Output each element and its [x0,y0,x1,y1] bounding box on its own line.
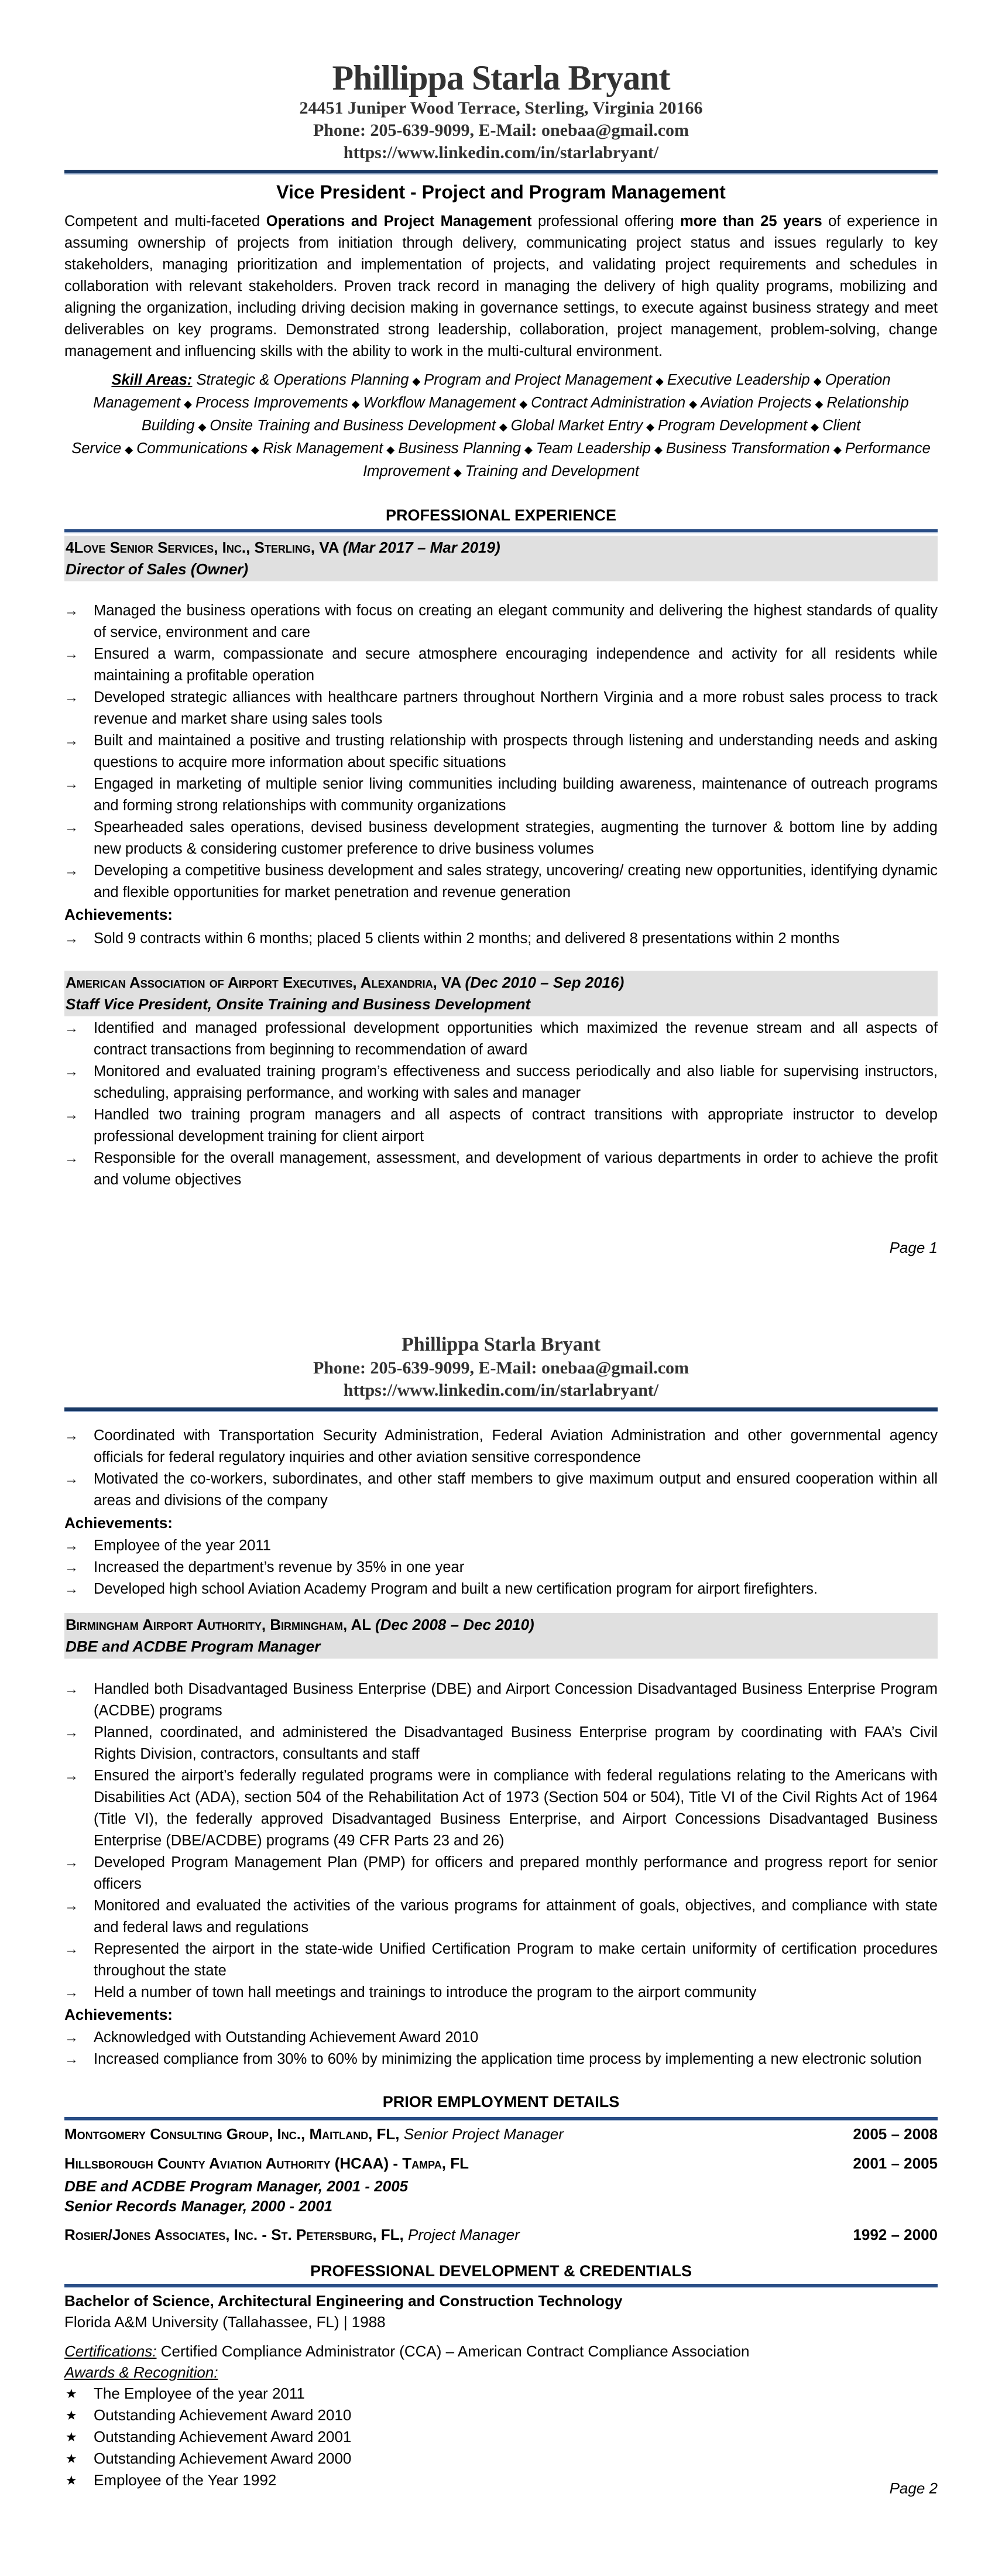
diamond-separator-icon: ◆ [499,421,507,433]
prior-company [64,2153,469,2174]
school: Florida A&M University (Tallahassee, FL) | 1988 [64,2313,386,2331]
prior-employment-entry [64,2123,938,2145]
bullet-text: Ensured a warm, compassionate and secure atmosphere encouraging independence and activity for all residents while maintaining a profitable operation [94,646,938,684]
diamond-separator-icon: ◆ [198,421,207,433]
diamond-separator-icon: ◆ [833,444,842,455]
bullet-item [64,1895,938,1938]
bullet-item [64,1557,938,1578]
certifications-label: Certifications: [64,2342,157,2360]
bullet-text: Developed Program Management Plan (PMP) for officers and prepared monthly performance and progress report for senior officers [94,1854,938,1892]
degree: Bachelor of Science, Architectural Engineering and Construction Technology [64,2292,623,2310]
address: 24451 Juniper Wood Terrace, Sterling, Virginia 20166 [299,98,703,118]
diamond-separator-icon: ◆ [811,421,819,433]
bullet-text: Monitored and evaluated the activities of the various programs for attainment of goals, objectives, and compliance with state and federal laws and regulations [94,1897,938,1936]
award-item [64,2469,938,2491]
achievements-label: Achievements: [64,906,173,923]
diamond-separator-icon: ◆ [813,375,822,387]
diamond-separator-icon: ◆ [689,398,698,410]
arrow-bullet-icon: → [64,1020,78,1036]
prior-employment-entry [64,2224,938,2245]
bullet-item [64,1765,938,1852]
achievements-label: Achievements: [64,1514,173,1532]
job-bullets [64,1018,938,1191]
bullet-item [64,1468,938,1512]
diamond-separator-icon: ◆ [654,444,663,455]
achievements-list [64,928,938,950]
skill-item: Training and Development [465,463,639,479]
bullet-item [64,643,938,687]
prior-company [64,2123,564,2145]
prior-title: Senior Project Manager [399,2125,564,2143]
skill-item: Program Development [657,417,808,434]
summary-paragraph [64,211,938,362]
arrow-bullet-icon: → [64,1855,78,1871]
linkedin-link[interactable]: https://www.linkedin.com/in/starlabryant/ [343,143,659,162]
bullet-item [64,773,938,817]
header-divider [64,1407,938,1412]
bullet-text: Motivated the co-workers, subordinates, and other staff members to give maximum output and ensured cooperation within all areas and divisions of the company [94,1471,938,1509]
bullet-item [64,1938,938,1982]
summary-bold: more than 25 years [680,213,822,229]
prior-employment-list [64,2123,938,2245]
skill-item: Strategic & Operations Planning [196,372,409,388]
prior-subrole: Senior Records Manager, 2000 - 2001 [64,2197,333,2215]
skill-item: Team Leadership [536,440,651,457]
company-name: American Association of Airport Executives, Alexandria, VA [66,974,461,991]
skill-item: Workflow Management [363,395,516,411]
bullet-item [64,1535,938,1557]
bullet-item [64,1147,938,1191]
bullet-text: Represented the airport in the state-wide Unified Certification Program to make certain uniformity of certification procedures throughout the state [94,1941,938,1979]
job-entry [64,536,938,950]
prior-subrole: DBE and ACDBE Program Manager, 2001 - 2005 [64,2177,409,2195]
bullet-text: Identified and managed professional development opportunities which maximized the revenue stream and all aspects of contract transactions from beginning to recommendation of award [94,1020,938,1058]
diamond-separator-icon: ◆ [524,444,533,455]
diamond-separator-icon: ◆ [386,444,395,455]
awards-label: Awards & Recognition: [64,2363,218,2381]
arrow-bullet-icon: → [64,690,78,705]
skill-item: Client Service [71,417,861,457]
bullet-text: Increased the department’s revenue by 35% in one year [94,1559,465,1575]
job-role: Director of Sales (Owner) [66,560,249,578]
summary-bold: Operations and Project Management [266,213,532,229]
bullet-text: Spearheaded sales operations, devised business development strategies, augmenting the turnover & bottom line by adding new products & considering customer preference to drive business volumes [94,819,938,857]
arrow-bullet-icon: → [64,1538,78,1554]
awards-heading [64,2362,938,2383]
company-name: Birmingham Airport Authority, Birmingham, AL [66,1616,371,1633]
bullet-text: Handled both Disadvantaged Business Enterprise (DBE) and Airport Concession Disadvantaged Business Enterprise Program (ACDBE) programs [94,1681,938,1719]
arrow-bullet-icon: → [64,646,78,662]
skill-item: Performance Improvement [363,440,931,479]
job-dates: (Dec 2008 – Dec 2010) [375,1616,534,1633]
arrow-bullet-icon: → [64,733,78,749]
page-number: Page 2 [889,2479,938,2497]
bullet-item [64,817,938,860]
skill-areas [64,369,938,484]
award-item [64,2404,938,2426]
section-divider [64,529,938,533]
header-divider [64,170,938,174]
skill-item: Executive Leadership [667,372,810,388]
prior-company-name: Hillsborough County Aviation Authority (HCAA) - Tampa, FL [64,2154,469,2172]
page-number: Page 1 [889,1239,938,1256]
skill-item: Operation Management [93,372,891,411]
arrow-bullet-icon: → [64,1150,78,1166]
job-bullets [64,600,938,903]
diamond-separator-icon: ◆ [251,444,259,455]
achievements-list [64,1535,938,1600]
bullet-text: Responsible for the overall management, assessment, and development of various departments in order to achieve the profit and volume objectives [94,1150,938,1188]
bullet-item [64,1061,938,1104]
awards-list [64,2383,938,2491]
star-icon: ★ [66,2386,77,2401]
arrow-bullet-icon: → [64,1681,78,1697]
linkedin-link[interactable]: https://www.linkedin.com/in/starlabryant/ [343,1381,659,1400]
resume-page-2 [0,1288,995,2576]
skill-item: Program and Project Management [424,372,653,388]
achievements-label: Achievements: [64,2006,173,2023]
arrow-bullet-icon: → [64,776,78,792]
headline: Vice President - Project and Program Management [276,181,726,203]
bullet-text: Acknowledged with Outstanding Achievement Award 2010 [94,2029,479,2046]
diamond-separator-icon: ◆ [519,398,528,410]
skill-item: Business Planning [398,440,521,457]
skill-item: Process Improvements [195,395,348,411]
skill-item: Communications [136,440,248,457]
prior-years: 2001 – 2005 [853,2154,938,2172]
arrow-bullet-icon: → [64,1898,78,1914]
diamond-separator-icon: ◆ [125,444,133,455]
bullet-text: Handled two training program managers and all aspects of contract transitions with appropriate instructor to develop professional development training for client airport [94,1107,938,1145]
prior-employment-entry [64,2153,938,2216]
bullet-item [64,1722,938,1765]
arrow-bullet-icon: → [64,1428,78,1444]
company-name: 4Love Senior Services, Inc., Sterling, VA [66,539,339,556]
bullet-text: Held a number of town hall meetings and trainings to introduce the program to the airport community [94,1984,757,2000]
diamond-separator-icon: ◆ [453,467,462,478]
summary-text: professional offering [531,213,681,229]
summary-text: of experience in assuming ownership of projects from initiation through delivery, communicating project status and issues regularly to key stakeholders, managing prioritization and implementation of projects, and validating project requirements and schedules in collaboration with relevant stakeholders. Proven track record in managing the delivery of high quality programs, mobilizing and aligning the organization, including driving decision making in governance settings, to execute against business strategy and meet deliverables on key programs. Demonstrated strong leadership, collaboration, project management, problem-solving, change management and influencing skills with the ability to work in the multi-cultural environment. [64,213,938,359]
prior-company-name: Rosier/Jones Associates, Inc. - St. Petersburg, FL, [64,2226,404,2243]
bullet-text: Coordinated with Transportation Security Administration, Federal Aviation Administration and other governmental agency officials for federal regulatory inquiries and other aviation sensitive correspondence [94,1427,938,1465]
bullet-item [64,1852,938,1895]
job-entry [64,971,938,1191]
skill-item: Relationship Building [141,395,909,434]
skill-areas-label: Skill Areas: [111,372,193,388]
award-item [64,2383,938,2404]
achievements-list [64,2027,938,2070]
section-title-experience: PROFESSIONAL EXPERIENCE [385,506,617,524]
job-header [64,1613,938,1659]
arrow-bullet-icon: → [64,1725,78,1741]
arrow-bullet-icon: → [64,863,78,879]
bullet-text: Ensured the airport’s federally regulated programs were in compliance with federal regulations relating to the Americans with Disabilities Act (ADA), section 504 of the Rehabilitation Act of 1973 (Section 504 or 504), Title VI of the Civil Rights Act of 1964 (Title VI), the federally approved Disadvantaged Business Enterprise, and Airport Concessions Disadvantaged Business Enterprise (DBE/ACDBE) programs (49 CFR Parts 23 and 26) [94,1767,938,1849]
certifications-text: Certified Compliance Administrator (CCA) – American Contract Compliance Association [156,2342,750,2360]
phone-email: Phone: 205-639-9099, E-Mail: onebaa@gmail.com [313,121,689,140]
section-divider [64,2117,938,2121]
bullet-text: Built and maintained a positive and trusting relationship with prospects through listening and understanding needs and asking questions to acquire more information about specific situations [94,732,938,770]
prior-years: 1992 – 2000 [853,2226,938,2243]
star-icon: ★ [66,2473,77,2488]
arrow-bullet-icon: → [64,1471,78,1487]
prior-years: 2005 – 2008 [853,2125,938,2143]
phone-email: Phone: 205-639-9099, E-Mail: onebaa@gmail.com [313,1358,689,1378]
skill-item: Business Transformation [665,440,830,457]
arrow-bullet-icon: → [64,820,78,835]
skill-item: Global Market Entry [510,417,643,434]
arrow-bullet-icon: → [64,1768,78,1784]
job-role: Staff Vice President, Onsite Training and Business Development [66,995,531,1013]
award-text: Outstanding Achievement Award 2010 [94,2406,352,2424]
bullet-item [64,860,938,903]
star-icon: ★ [66,2430,77,2444]
section-title-prior: PRIOR EMPLOYMENT DETAILS [382,2093,620,2111]
job-dates: (Dec 2010 – Sep 2016) [465,974,625,991]
diamond-separator-icon: ◆ [646,421,654,433]
arrow-bullet-icon: → [64,931,78,947]
award-text: The Employee of the year 2011 [94,2385,305,2402]
summary-text: Competent and multi-faceted [64,213,266,229]
bullet-item [64,1018,938,1061]
certifications [64,2341,938,2362]
bullet-text: Monitored and evaluated training program’s effectiveness and success periodically and also liable for supervising instructors, scheduling, appraising performance, and working with sales and manager [94,1063,938,1101]
diamond-separator-icon: ◆ [815,398,824,410]
arrow-bullet-icon: → [64,1560,78,1575]
prior-company-name: Montgomery Consulting Group, Inc., Maitland, FL, [64,2125,400,2143]
section-divider [64,2284,938,2288]
job-bullets [64,1678,938,2003]
arrow-bullet-icon: → [64,603,78,619]
bullet-text: Engaged in marketing of multiple senior living communities including building awareness, maintenance of outreach programs and forming strong relationships with community organizations [94,776,938,814]
skill-item: Onsite Training and Business Development [210,417,496,434]
arrow-bullet-icon: → [64,1581,78,1597]
skill-item: Aviation Projects [701,395,812,411]
prior-company [64,2224,520,2245]
bullet-text: Planned, coordinated, and administered the Disadvantaged Business Enterprise program by coordinating with FAA’s Civil Rights Division, contractors, consultants and staff [94,1724,938,1762]
bullet-item [64,2049,938,2070]
bullet-text: Employee of the year 2011 [94,1537,271,1554]
star-icon: ★ [66,2408,77,2423]
arrow-bullet-icon: → [64,2030,78,2046]
job-bullets-continued [64,1425,938,1512]
bullet-item [64,1425,938,1468]
skill-item: Risk Management [262,440,383,457]
candidate-name: Phillippa Starla Bryant [401,1334,601,1355]
bullet-text: Managed the business operations with focus on creating an elegant community and delivering the highest standards of quality of service, environment and care [94,602,938,640]
award-text: Outstanding Achievement Award 2000 [94,2450,352,2467]
section-title-credentials: PROFESSIONAL DEVELOPMENT & CREDENTIALS [310,2262,692,2280]
award-text: Outstanding Achievement Award 2001 [94,2428,352,2445]
diamond-separator-icon: ◆ [351,398,360,410]
bullet-item [64,600,938,643]
job-entry [64,1613,938,2070]
award-text: Employee of the Year 1992 [94,2471,277,2489]
bullet-text: Developed strategic alliances with healthcare partners throughout Northern Virginia and a more robust sales process to track revenue and market share using sales tools [94,689,938,727]
bullet-item [64,1982,938,2003]
arrow-bullet-icon: → [64,1064,78,1080]
job-header [64,536,938,581]
job-header [64,971,938,1016]
award-item [64,2448,938,2469]
bullet-item [64,1578,938,1600]
candidate-name: Phillippa Starla Bryant [332,59,670,97]
diamond-separator-icon: ◆ [412,375,421,387]
star-icon: ★ [66,2451,77,2466]
bullet-item [64,1104,938,1147]
bullet-item [64,928,938,950]
bullet-item [64,687,938,730]
bullet-item [64,2027,938,2049]
arrow-bullet-icon: → [64,1107,78,1123]
bullet-text: Developed high school Aviation Academy Program and built a new certification program for airport firefighters. [94,1581,818,1597]
job-dates: (Mar 2017 – Mar 2019) [342,539,500,556]
prior-title: Project Manager [403,2226,520,2243]
skill-item: Contract Administration [531,395,686,411]
bullet-text: Increased compliance from 30% to 60% by minimizing the application time process by implementing a new electronic solution [94,2051,922,2067]
arrow-bullet-icon: → [64,1941,78,1957]
diamond-separator-icon: ◆ [184,398,192,410]
bullet-item [64,1678,938,1722]
bullet-text: Developing a competitive business development and sales strategy, uncovering/ creating new opportunities, identifying dynamic and flexible opportunities for market penetration and revenue generation [94,862,938,900]
arrow-bullet-icon: → [64,2051,78,2067]
bullet-item [64,730,938,773]
bullet-text: Sold 9 contracts within 6 months; placed 5 clients within 2 months; and delivered 8 presentations within 2 months [94,930,840,947]
job-role: DBE and ACDBE Program Manager [66,1638,321,1655]
award-item [64,2426,938,2448]
arrow-bullet-icon: → [64,1985,78,2000]
diamond-separator-icon: ◆ [656,375,664,387]
